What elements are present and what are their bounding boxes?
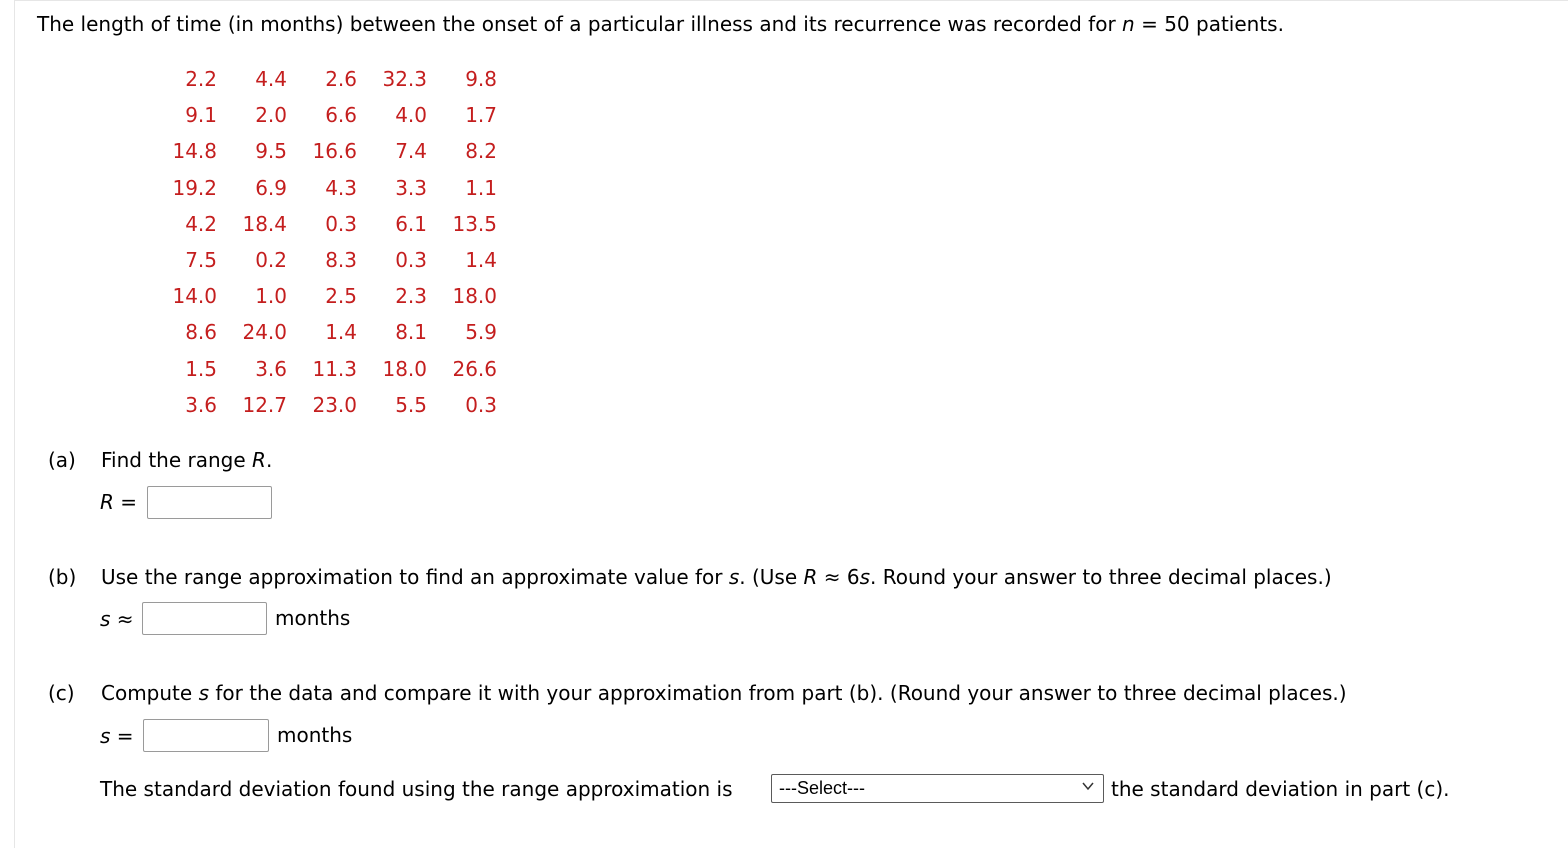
part-c-text-1: Compute bbox=[101, 681, 199, 705]
data-cell: 3.6 bbox=[255, 356, 287, 381]
problem-statement bbox=[37, 12, 1284, 36]
s-approx-unit: months bbox=[275, 606, 351, 630]
data-cell: 8.1 bbox=[395, 320, 427, 345]
intro-text: The length of time (in months) between the onset of a particular illness and its recurrence was recorded for bbox=[37, 12, 1123, 36]
s-computed-unit: months bbox=[277, 723, 353, 747]
data-row bbox=[164, 133, 497, 169]
data-row bbox=[164, 314, 497, 350]
data-cell: 8.2 bbox=[465, 139, 497, 164]
var-R: R bbox=[803, 565, 818, 589]
data-row bbox=[164, 387, 497, 423]
s-var: s bbox=[100, 724, 111, 748]
data-cell: 1.0 bbox=[255, 284, 287, 309]
range-input[interactable] bbox=[147, 486, 272, 519]
part-a-label: (a) bbox=[48, 448, 76, 472]
data-cell: 0.3 bbox=[465, 392, 497, 417]
s-approx-label bbox=[100, 607, 134, 631]
data-row bbox=[164, 206, 497, 242]
data-cell: 7.4 bbox=[395, 139, 427, 164]
data-cell: 32.3 bbox=[382, 67, 427, 92]
data-row bbox=[164, 170, 497, 206]
part-b-label: (b) bbox=[48, 565, 77, 589]
range-label bbox=[100, 490, 137, 514]
data-row bbox=[164, 97, 497, 133]
data-cell: 6.9 bbox=[255, 175, 287, 200]
data-cell: 16.6 bbox=[312, 139, 357, 164]
part-b-text-4: . Round your answer to three decimal places.) bbox=[870, 565, 1332, 589]
data-cell: 4.0 bbox=[395, 103, 427, 128]
s-approx-input[interactable] bbox=[142, 602, 267, 635]
data-cell: 3.3 bbox=[395, 175, 427, 200]
equals-op: = bbox=[110, 724, 134, 748]
part-c-question bbox=[101, 681, 1347, 705]
var-s: s bbox=[728, 565, 740, 589]
data-cell: 9.1 bbox=[185, 103, 217, 128]
data-cell: 9.8 bbox=[465, 67, 497, 92]
data-cell: 9.5 bbox=[255, 139, 287, 164]
range-var: R bbox=[100, 490, 114, 514]
part-b-text-3: ≈ 6 bbox=[817, 565, 860, 589]
data-table bbox=[164, 61, 497, 423]
data-cell: 0.3 bbox=[395, 248, 427, 273]
data-cell: 3.6 bbox=[185, 392, 217, 417]
data-cell: 5.9 bbox=[465, 320, 497, 345]
data-cell: 2.6 bbox=[325, 67, 357, 92]
data-cell: 14.0 bbox=[172, 284, 217, 309]
var-s: s bbox=[198, 681, 209, 705]
part-b-text-2: . (Use bbox=[739, 565, 804, 589]
data-cell: 14.8 bbox=[172, 139, 217, 164]
data-cell: 19.2 bbox=[172, 175, 217, 200]
comparison-select-value: ---Select--- bbox=[779, 778, 865, 798]
s-var: s bbox=[100, 607, 111, 631]
data-cell: 11.3 bbox=[312, 356, 357, 381]
data-cell: 6.1 bbox=[395, 211, 427, 236]
data-cell: 4.2 bbox=[185, 211, 217, 236]
data-cell: 8.6 bbox=[185, 320, 217, 345]
part-a-question bbox=[101, 448, 272, 472]
data-cell: 2.5 bbox=[325, 284, 357, 309]
comparison-select[interactable] bbox=[771, 774, 1104, 803]
data-cell: 0.2 bbox=[255, 248, 287, 273]
data-cell: 24.0 bbox=[242, 320, 287, 345]
data-cell: 4.4 bbox=[255, 67, 287, 92]
part-c-label: (c) bbox=[48, 681, 75, 705]
n-symbol: n bbox=[1122, 12, 1135, 36]
var-s: s bbox=[859, 565, 871, 589]
data-cell: 1.1 bbox=[465, 175, 497, 200]
data-cell: 1.4 bbox=[465, 248, 497, 273]
data-cell: 26.6 bbox=[452, 356, 497, 381]
part-a-text-end: . bbox=[265, 448, 273, 472]
data-row bbox=[164, 278, 497, 314]
s-computed-label bbox=[100, 724, 134, 748]
data-row bbox=[164, 351, 497, 387]
data-cell: 1.7 bbox=[465, 103, 497, 128]
data-cell: 2.3 bbox=[395, 284, 427, 309]
data-cell: 1.5 bbox=[185, 356, 217, 381]
s-computed-input[interactable] bbox=[143, 719, 269, 752]
data-cell: 18.0 bbox=[452, 284, 497, 309]
data-cell: 5.5 bbox=[395, 392, 427, 417]
data-cell: 7.5 bbox=[185, 248, 217, 273]
compare-text-after: the standard deviation in part (c). bbox=[1111, 777, 1450, 801]
range-op: = bbox=[113, 490, 138, 514]
data-cell: 8.3 bbox=[325, 248, 357, 273]
data-cell: 1.4 bbox=[325, 320, 357, 345]
intro-text-end: = 50 patients. bbox=[1134, 12, 1284, 36]
data-cell: 2.2 bbox=[185, 67, 217, 92]
compare-text-before: The standard deviation found using the range approximation is bbox=[100, 777, 733, 801]
data-cell: 4.3 bbox=[325, 175, 357, 200]
part-b-text-1: Use the range approximation to find an approximate value for bbox=[101, 565, 729, 589]
part-b-question bbox=[101, 565, 1332, 589]
data-cell: 23.0 bbox=[312, 392, 357, 417]
data-cell: 12.7 bbox=[242, 392, 287, 417]
data-row bbox=[164, 61, 497, 97]
var-R: R bbox=[252, 448, 266, 472]
data-cell: 2.0 bbox=[255, 103, 287, 128]
data-cell: 18.0 bbox=[382, 356, 427, 381]
data-cell: 0.3 bbox=[325, 211, 357, 236]
data-cell: 18.4 bbox=[242, 211, 287, 236]
data-cell: 6.6 bbox=[325, 103, 357, 128]
approx-op: ≈ bbox=[110, 607, 134, 631]
part-a-text: Find the range bbox=[101, 448, 253, 472]
data-cell: 13.5 bbox=[452, 211, 497, 236]
chevron-down-icon bbox=[1081, 779, 1095, 793]
part-c-text-2: for the data and compare it with your approximation from part (b). (Round your answer to three decimal places.) bbox=[208, 681, 1347, 705]
data-row bbox=[164, 242, 497, 278]
